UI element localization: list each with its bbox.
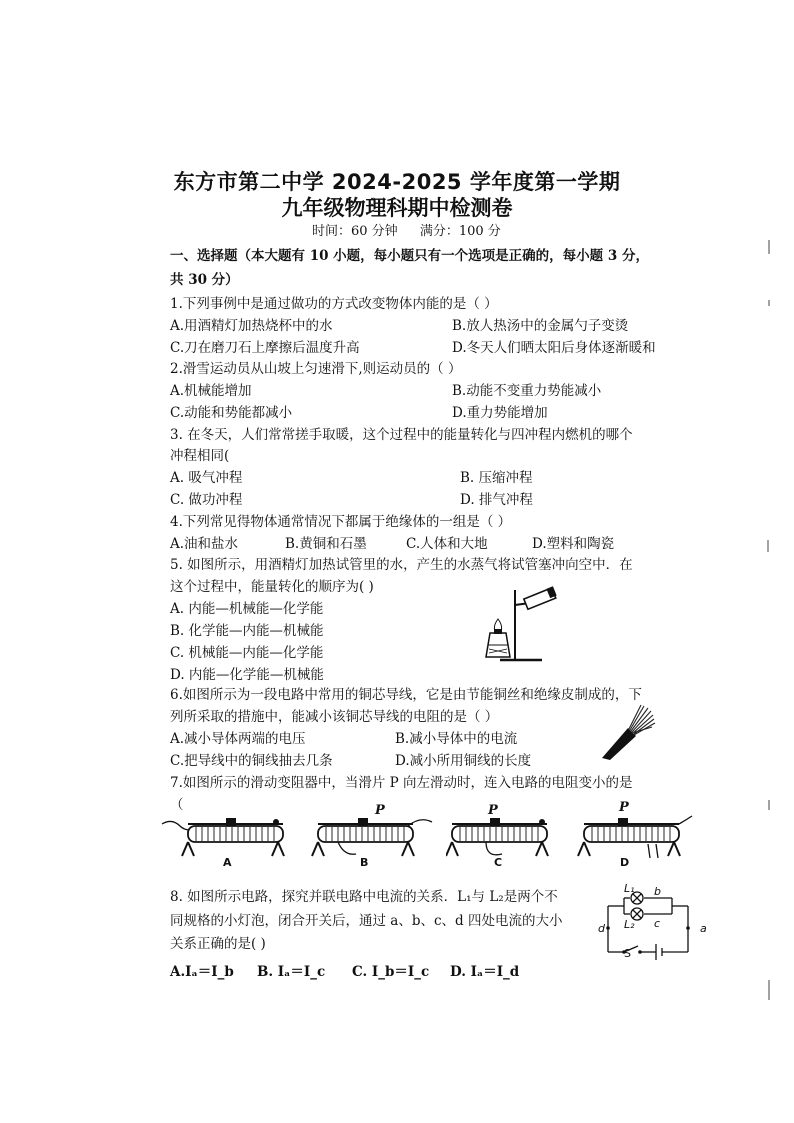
rheostat-figure-b: [308, 812, 440, 864]
rheostat-figure-d: [576, 812, 708, 864]
question-8-stem-cont: 同规格的小灯泡，闭合开关后，通过 a、b、c、d 四处电流的大小: [170, 913, 563, 929]
q4-option-a: A.油和盐水: [170, 536, 239, 552]
q8-option-d: D. Iₐ＝I_d: [450, 964, 520, 980]
q5-option-b: B. 化学能—内能—机械能: [170, 623, 324, 639]
rheostat-label-b: B: [360, 856, 369, 869]
circuit-label-l2: L₂: [624, 918, 635, 931]
q2-option-b: B.动能不变重力势能减小: [452, 383, 602, 399]
question-1-stem: 1.下列事例中是通过做功的方式改变物体内能的是（ ）: [170, 296, 498, 312]
question-7-stem-cont: （: [170, 797, 184, 813]
q4-option-d: D.塑料和陶瓷: [532, 536, 615, 552]
q6-option-a: A.减小导体两端的电压: [170, 731, 306, 747]
q1-option-b: B.放人热汤中的金属勺子变烫: [452, 318, 629, 334]
q2-option-c: C.动能和势能都减小: [170, 405, 293, 421]
question-8-stem-cont2: 关系正确的是( ): [170, 936, 266, 952]
slider-label-b: P: [375, 803, 385, 818]
q3-option-d: D. 排气冲程: [460, 492, 533, 508]
question-5-stem-cont: 这个过程中，能量转化的顺序为( ): [170, 579, 374, 595]
question-4-stem: 4.下列常见得物体通常情况下都属于绝缘体的一组是（ ）: [170, 514, 512, 530]
exam-time: 时间：60 分钟: [312, 224, 398, 239]
q6-option-d: D.减小所用铜线的长度: [395, 753, 532, 769]
question-8-stem: 8. 如图所示电路，探究并联电路中电流的关系．L₁与 L₂是两个不: [170, 889, 558, 905]
question-3-stem: 3. 在冬天，人们常常搓手取暖，这个过程中的能量转化与四冲程内燃机的哪个: [170, 427, 633, 443]
q6-option-b: B.减小导体中的电流: [395, 731, 518, 747]
circuit-label-a: a: [700, 922, 707, 935]
q3-option-b: B. 压缩冲程: [460, 470, 533, 486]
q8-option-b: B. Iₐ＝I_c: [257, 964, 326, 980]
rheostat-label-c: C: [494, 856, 503, 869]
q1-option-a: A.用酒精灯加热烧杯中的水: [170, 318, 333, 334]
section-heading-cont: 共 30 分）: [170, 272, 239, 288]
circuit-label-d: d: [598, 922, 605, 935]
q2-option-a: A.机械能增加: [170, 383, 252, 399]
question-6-stem-cont: 列所采取的措施中，能减小该铜芯导线的电阻的是（ ）: [170, 709, 499, 725]
circuit-label-l1: L₁: [624, 882, 635, 895]
copper-wire-figure: [596, 700, 658, 762]
q8-option-a: A.Iₐ＝I_b: [170, 964, 234, 980]
q5-option-a: A. 内能—机械能—化学能: [170, 601, 324, 617]
exam-title-line2: 九年级物理科期中检测卷: [281, 196, 513, 220]
q1-option-c: C.刀在磨刀石上摩擦后温度升高: [170, 340, 360, 356]
q4-option-c: C.人体和大地: [406, 536, 488, 552]
q3-option-c: C. 做功冲程: [170, 492, 243, 508]
exam-title-line1: 东方市第二中学 2024-2025 学年度第一学期: [173, 170, 621, 194]
test-tube-heating-figure: [470, 585, 570, 667]
rheostat-label-d: D: [620, 856, 630, 869]
slider-label-d: P: [619, 800, 629, 815]
circuit-label-switch: S: [624, 947, 631, 960]
slider-label-c: P: [488, 803, 498, 818]
parallel-circuit-figure: [592, 880, 710, 966]
rheostat-label-a: A: [223, 856, 232, 869]
q6-option-c: C.把导线中的铜线抽去几条: [170, 753, 333, 769]
question-2-stem: 2.滑雪运动员从山坡上匀速滑下,则运动员的（ ）: [170, 361, 462, 377]
rheostat-figure-c: [446, 812, 578, 864]
exam-score: 满分：100 分: [419, 224, 501, 239]
question-3-stem-cont: 冲程相同(: [170, 448, 230, 464]
q1-option-d: D.冬天人们晒太阳后身体逐渐暖和: [452, 340, 656, 356]
question-5-stem: 5. 如图所示，用酒精灯加热试管里的水，产生的水蒸气将试管塞冲向空中．在: [170, 557, 633, 573]
section-heading: 一、选择题（本大题有 10 小题，每小题只有一个选项是正确的，每小题 3 分，: [170, 248, 649, 264]
question-6-stem: 6.如图所示为一段电路中常用的铜芯导线，它是由节能铜丝和绝缘皮制成的，下: [170, 687, 642, 703]
q2-option-d: D.重力势能增加: [452, 405, 548, 421]
q5-option-d: D. 内能—化学能—机械能: [170, 667, 324, 683]
circuit-label-b: b: [654, 885, 661, 898]
scan-edge-mark: [764, 240, 774, 1020]
q4-option-b: B.黄铜和石墨: [285, 536, 367, 552]
exam-meta: [312, 220, 519, 239]
q8-option-c: C. I_b＝I_c: [352, 964, 430, 980]
question-7-stem: 7.如图所示的滑动变阻器中，当滑片 P 向左滑动时，连入电路的电阻变小的是: [170, 775, 633, 791]
q5-option-c: C. 机械能—内能—化学能: [170, 645, 324, 661]
circuit-label-c: c: [654, 917, 661, 930]
q3-option-a: A. 吸气冲程: [170, 470, 243, 486]
